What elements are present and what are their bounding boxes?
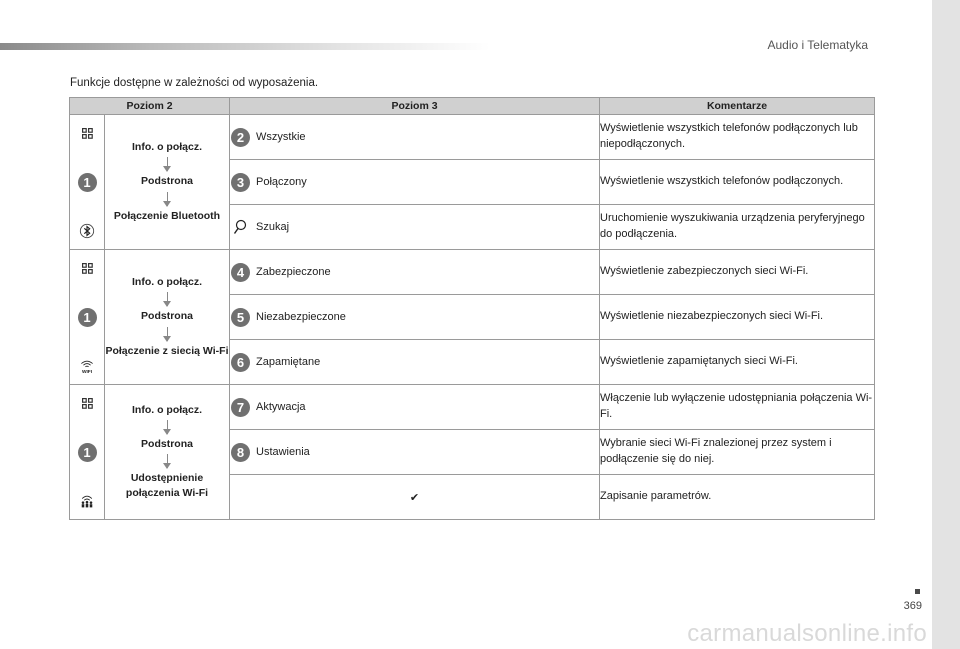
level3-label: Zabezpieczone xyxy=(256,266,331,278)
level2-item: Info. o połącz. xyxy=(132,141,202,154)
level2-cell xyxy=(105,250,230,385)
level2-item: Połączenie Bluetooth xyxy=(113,209,221,222)
down-arrow-icon xyxy=(167,454,168,468)
step-number-badge: 1 xyxy=(78,443,97,462)
intro-text: Funkcje dostępne w zależności od wyposażenia. xyxy=(70,77,319,89)
step-number-badge: 1 xyxy=(78,308,97,327)
comment-cell: Zapisanie parametrów. xyxy=(600,475,875,520)
icon-cell xyxy=(70,250,105,385)
hotspot-icon xyxy=(79,493,95,509)
comment-cell: Wyświetlenie wszystkich telefonów podłączonych. xyxy=(600,160,875,205)
level3-label: Ustawienia xyxy=(256,446,310,458)
badge-2: 2 xyxy=(231,128,250,147)
functions-table xyxy=(69,97,875,520)
down-arrow-icon xyxy=(167,192,168,206)
level2-item: Udostępnienie połączenia Wi-Fi xyxy=(125,472,209,500)
watermark: carmanualsonline.info xyxy=(687,620,927,647)
level2-item: Info. o połącz. xyxy=(132,276,202,289)
comment-cell: Wyświetlenie niezabezpieczonych sieci Wi-Fi. xyxy=(600,295,875,340)
level3-label: Zapamiętane xyxy=(256,356,321,368)
level2-cell xyxy=(105,115,230,250)
table-header-row xyxy=(70,98,875,115)
svg-text:WIFI: WIFI xyxy=(81,369,93,375)
side-strip xyxy=(932,0,960,649)
badge-4: 4 xyxy=(231,263,250,282)
page-marker xyxy=(915,589,920,594)
comment-cell: Wybranie sieci Wi-Fi znalezionej przez system i podłączenie się do niej. xyxy=(600,430,875,475)
wifi-icon xyxy=(79,358,95,374)
checkmark-icon: ✔ xyxy=(230,475,600,520)
grid-icon xyxy=(79,260,95,276)
grid-icon xyxy=(79,125,95,141)
level2-item: Podstrona xyxy=(141,310,193,323)
level3-label: Wszystkie xyxy=(256,131,306,143)
comment-cell: Wyświetlenie zapamiętanych sieci Wi-Fi. xyxy=(600,340,875,385)
level3-label: Niezabezpieczone xyxy=(256,311,346,323)
badge-3: 3 xyxy=(231,173,250,192)
column-header: Poziom 2 xyxy=(70,98,230,115)
comment-cell: Wyświetlenie zabezpieczonych sieci Wi-Fi. xyxy=(600,250,875,295)
level2-item: Info. o połącz. xyxy=(132,403,202,416)
comment-cell: Wyświetlenie wszystkich telefonów podłączonych lub niepodłączonych. xyxy=(600,115,875,160)
icon-cell xyxy=(70,385,105,520)
grid-icon xyxy=(79,395,95,411)
level3-label: Szukaj xyxy=(256,221,290,233)
level2-item: Podstrona xyxy=(141,437,193,450)
down-arrow-icon xyxy=(167,327,168,341)
table-row xyxy=(70,115,875,160)
badge-5: 5 xyxy=(231,308,250,327)
column-header: Komentarze xyxy=(600,98,875,115)
icon-cell xyxy=(70,115,105,250)
badge-6: 6 xyxy=(231,353,250,372)
search-icon xyxy=(230,219,250,235)
comment-cell: Włączenie lub wyłączenie udostępniania połączenia Wi-Fi. xyxy=(600,385,875,430)
comment-cell: Uruchomienie wyszukiwania urządzenia peryferyjnego do podłączenia. xyxy=(600,205,875,250)
level2-item: Podstrona xyxy=(141,175,193,188)
table-row xyxy=(70,250,875,295)
table-row xyxy=(70,385,875,430)
bluetooth-icon xyxy=(79,223,95,239)
column-header: Poziom 3 xyxy=(230,98,600,115)
down-arrow-icon xyxy=(167,292,168,306)
level2-cell xyxy=(105,385,230,520)
top-gradient-bar xyxy=(0,43,490,50)
down-arrow-icon xyxy=(167,420,168,434)
badge-8: 8 xyxy=(231,443,250,462)
level2-item: Połączenie z siecią Wi-Fi xyxy=(105,344,229,357)
step-number-badge: 1 xyxy=(78,173,97,192)
level3-label: Aktywacja xyxy=(256,401,306,413)
down-arrow-icon xyxy=(167,157,168,171)
badge-7: 7 xyxy=(231,398,250,417)
level3-label: Połączony xyxy=(256,176,307,188)
page-number: 369 xyxy=(903,600,922,612)
section-title: Audio i Telematyka xyxy=(767,38,868,52)
